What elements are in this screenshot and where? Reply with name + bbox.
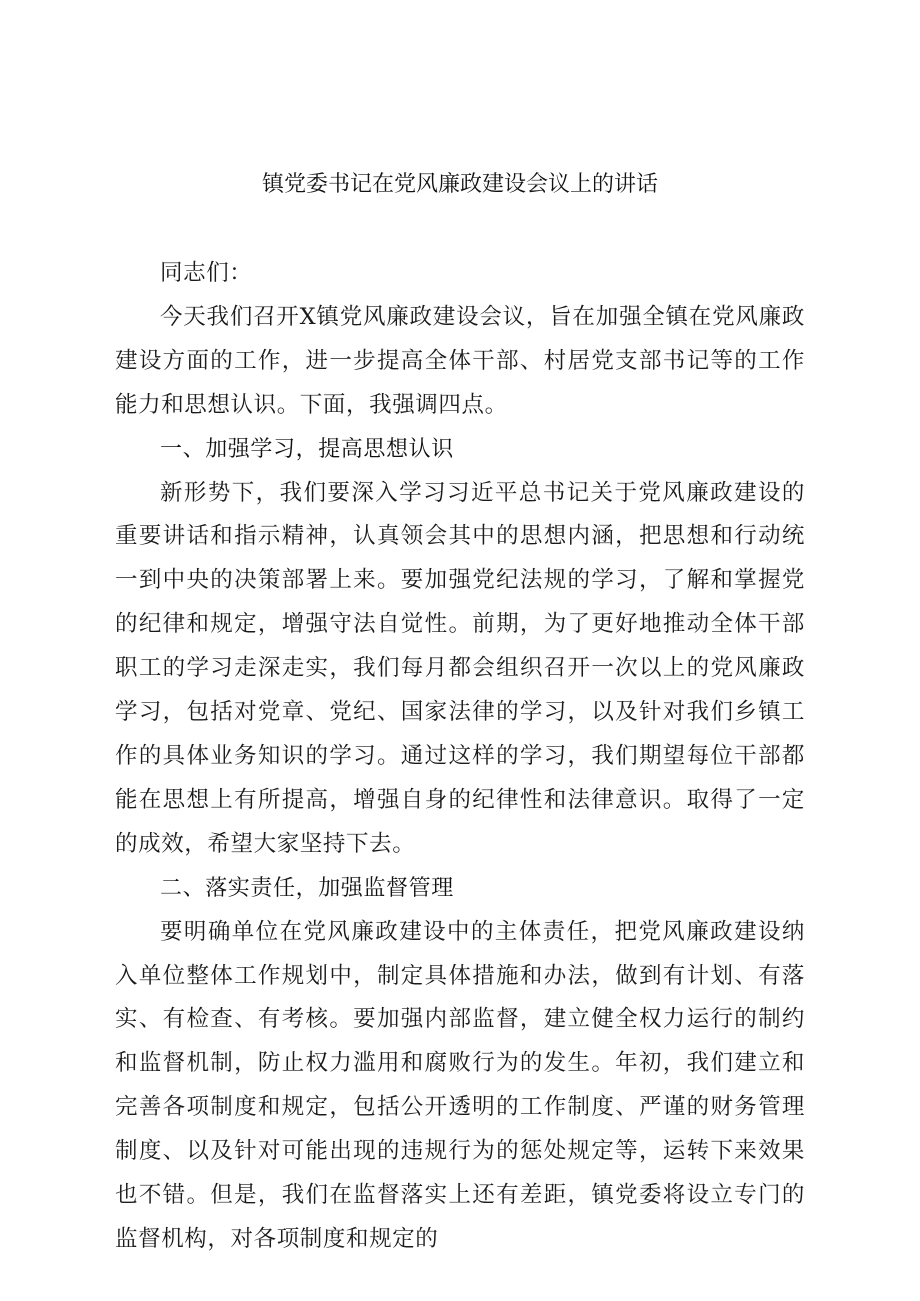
salutation: 同志们： <box>160 260 253 286</box>
section-heading-1: 一、加强学习，提高思想认识 <box>160 436 454 462</box>
section-paragraph-1: 新形势下，我们要深入学习习近平总书记关于党风廉政建设的重要讲话和指示精神，认真领会其中的思想内涵，把思想和行动统一到中央的决策部署上来。要加强党纪法规的学习，了解和掌握党的纪律和规定，增强守法自觉性。前期，为了更好地推动全体干部职工的学习走深走实，我们每月都会组织召开一次以上的党风廉政学习，包括对党章、党纪、国家法律的学习，以及针对我们乡镇工作的具体业务知识的学习。通过这样的学习，我们期望每位干部都能在思想上有所提高，增强自身的纪律性和法律意识。取得了一定的成效，希望大家坚持下去。 <box>115 479 805 857</box>
section-paragraph-2: 要明确单位在党风廉政建设中的主体责任，把党风廉政建设纳入单位整体工作规划中，制定具体措施和办法，做到有计划、有落实、有检查、有考核。要加强内部监督，建立健全权力运行的制约和监督机制，防止权力滥用和腐败行为的发生。年初，我们建立和完善各项制度和规定，包括公开透明的工作制度、严谨的财务管理制度、以及针对可能出现的违规行为的惩处规定等，运转下来效果也不错。但是，我们在监督落实上还有差距，镇党委将设立专门的监督机构，对各项制度和规定的 <box>115 918 805 1252</box>
intro-paragraph: 今天我们召开X镇党风廉政建设会议，旨在加强全镇在党风廉政建设方面的工作，进一步提高全体干部、村居党支部书记等的工作能力和思想认识。下面，我强调四点。 <box>115 303 805 418</box>
section-heading-2: 二、落实责任，加强监督管理 <box>160 875 454 901</box>
document-title: 镇党委书记在党风廉政建设会议上的讲话 <box>261 172 658 197</box>
document-body <box>115 252 805 1262</box>
